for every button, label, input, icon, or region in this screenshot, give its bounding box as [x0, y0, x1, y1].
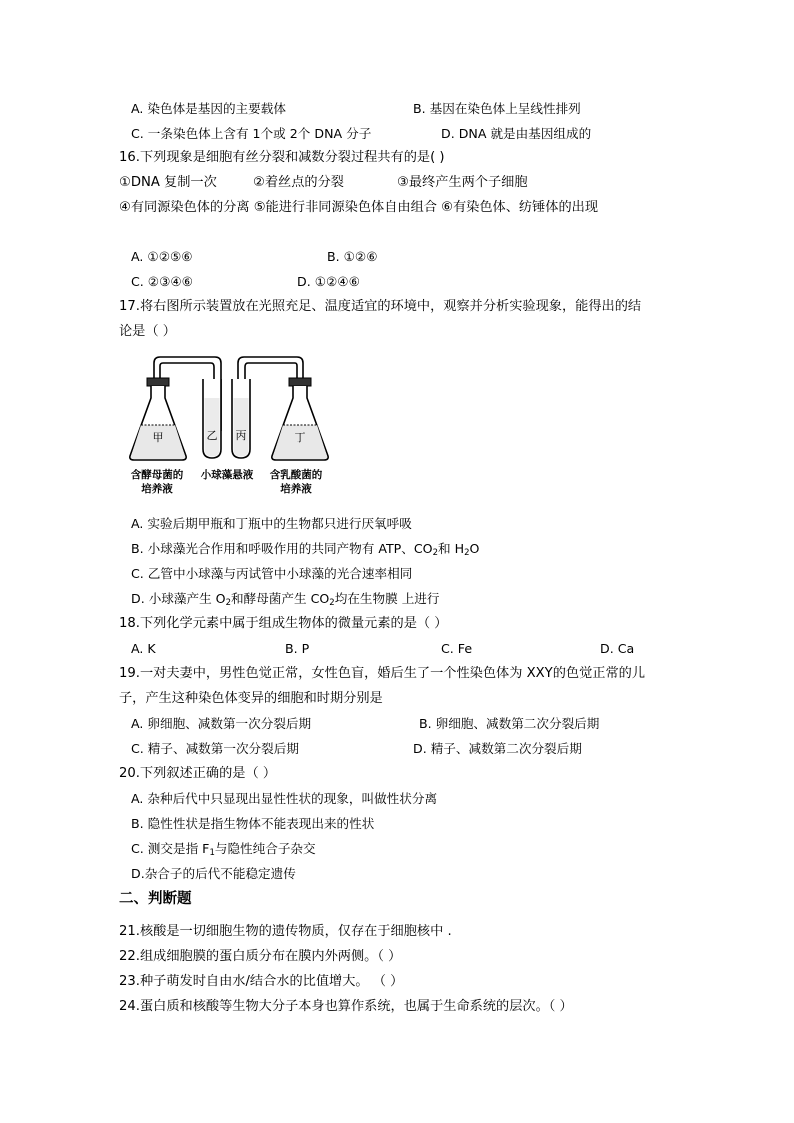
q16-option-a: A. ①②⑤⑥: [131, 249, 193, 264]
q17-stem-line-1: 17.将右图所示装置放在光照充足、温度适宜的环境中，观察并分析实验现象，能得出的结: [119, 299, 642, 314]
q15-option-a: A. 染色体是基因的主要载体: [131, 101, 286, 116]
q23: 23.种子萌发时自由水/结合水的比值增大。 （ ）: [119, 974, 404, 989]
apparatus-figure: [125, 353, 330, 498]
q17-stem-line-2: 论是（ ）: [119, 324, 176, 339]
q20-option-b: B. 隐性性状是指生物体不能表现出来的性状: [131, 816, 375, 831]
test-tube-bing: [232, 379, 250, 458]
q18-stem: 18.下列化学元素中属于组成生物体的微量元素的是（ ）: [119, 616, 448, 631]
q20-option-a: A. 杂种后代中只显现出显性性状的现象，叫做性状分离: [131, 791, 438, 806]
q16-items-456: ④有同源染色体的分离 ⑤能进行非同源染色体自由组合 ⑥有染色体、纺锤体的出现: [119, 200, 599, 215]
q15-option-d: D. DNA 就是由基因组成的: [441, 126, 592, 141]
q18-option-a: A. K: [131, 641, 156, 656]
q19-option-d: D. 精子、减数第二次分裂后期: [413, 741, 582, 756]
q21: 21.核酸是一切细胞生物的遗传物质，仅存在于细胞核中 .: [119, 924, 452, 939]
caption-left-line-1: 含酵母菌的: [130, 469, 184, 481]
q18-option-b: B. P: [285, 641, 310, 656]
label-yi: 乙: [206, 429, 218, 442]
q22: 22.组成细胞膜的蛋白质分布在膜内外两侧。（ ）: [119, 949, 402, 964]
label-ding: 丁: [294, 431, 306, 444]
caption-right-line-2: 培养液: [280, 483, 312, 495]
flask-ding: [272, 378, 328, 460]
q16-item-2: ②着丝点的分裂: [253, 175, 344, 190]
caption-left-line-2: 培养液: [141, 483, 173, 495]
q19-stem-line-2: 子，产生这种染色体变异的细胞和时期分别是: [119, 691, 383, 706]
caption-middle: 小球藻悬液: [200, 469, 254, 481]
q20-stem: 20.下列叙述正确的是（ ）: [119, 766, 277, 781]
q16-stem: 16.下列现象是细胞有丝分裂和减数分裂过程共有的是( ): [119, 150, 445, 165]
q20-option-c: C. 测交是指 $F_1$与隐性纯合子杂交: [131, 841, 316, 858]
q20-option-d: D.杂合子的后代不能稳定遗传: [131, 866, 296, 881]
q17-option-c: C. 乙管中小球藻与丙试管中小球藻的光合速率相同: [131, 566, 413, 581]
caption-right-line-1: 含乳酸菌的: [269, 469, 323, 481]
q16-option-c: C. ②③④⑥: [131, 274, 193, 289]
q15-option-c: C. 一条染色体上含有 1个或 2个 DNA 分子: [131, 126, 372, 141]
q16-item-3: ③最终产生两个子细胞: [397, 175, 528, 190]
connecting-tubes: [154, 357, 303, 431]
q19-option-a: A. 卵细胞、减数第一次分裂后期: [131, 716, 312, 731]
q18-option-c: C. Fe: [441, 641, 473, 656]
q16-item-1: ①DNA 复制一次: [119, 175, 217, 190]
flask-jia: [130, 378, 186, 460]
section-2-title: 二、判断题: [119, 891, 192, 907]
q19-option-c: C. 精子、减数第一次分裂后期: [131, 741, 299, 756]
label-bing: 丙: [235, 429, 247, 442]
q19-stem-line-1: 19.一对夫妻中，男性色觉正常，女性色盲，婚后生了一个性染色体为 XXY的色觉正常的儿: [119, 666, 646, 681]
q17-option-b: B. 小球藻光合作用和呼吸作用的共同产物有 ATP、$CO_2$和 $H_2O$: [131, 541, 480, 558]
label-jia: 甲: [152, 431, 164, 444]
q15-option-b: B. 基因在染色体上呈线性排列: [413, 101, 581, 116]
q16-option-b: B. ①②⑥: [327, 249, 378, 264]
test-tube-yi: [203, 379, 221, 458]
q17-option-a: A. 实验后期甲瓶和丁瓶中的生物都只进行厌氧呼吸: [131, 516, 412, 531]
q18-option-d: D. Ca: [600, 641, 635, 656]
q17-option-d: D. 小球藻产生 $O_2$和酵母菌产生 $CO_2$均在生物膜 上进行: [131, 591, 440, 608]
q24: 24.蛋白质和核酸等生物大分子本身也算作系统，也属于生命系统的层次。（ ）: [119, 999, 573, 1014]
q19-option-b: B. 卵细胞、减数第二次分裂后期: [419, 716, 600, 731]
q16-option-d: D. ①②④⑥: [297, 274, 360, 289]
